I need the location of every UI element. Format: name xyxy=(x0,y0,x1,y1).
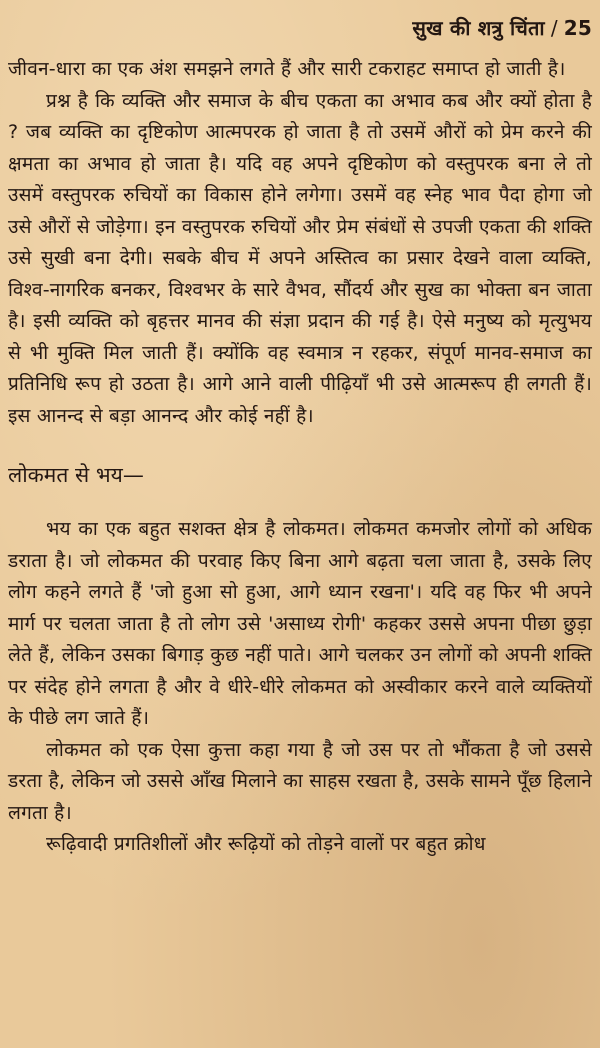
page-number: 25 xyxy=(563,16,592,40)
paragraph: भय का एक बहुत सशक्त क्षेत्र है लोकमत। लोकमत कमजोर लोगों को अधिक डराता है। जो लोकमत की परवाह किए बिना आगे बढ़ता चला जाता है, उसके लिए लोग कहने लगते हैं 'जो हुआ सो हुआ, आगे ध्यान रखना'। यदि वह फिर भी अपने मार्ग पर चलता जाता है तो लोग उसे 'असाध्य रोगी' कहकर उससे अपना पीछा छुड़ा लेते हैं, लेकिन उसका बिगाड़ कुछ नहीं पाते। आगे चलकर उन लोगों को अपनी शक्ति पर संदेह होने लगता है और वे धीरे-धीरे लोकमत को अस्वीकार करने वाले व्यक्तियों के पीछे लग जाते हैं। xyxy=(8,518,592,729)
paragraph: प्रश्न है कि व्यक्ति और समाज के बीच एकता का अभाव कब और क्यों होता है ? जब व्यक्ति का दृष्टिकोण आत्मपरक हो जाता है तो उसमें औरों को प्रेम करने की क्षमता का अभाव हो जाता है। यदि वह अपने दृष्टिकोण को वस्तुपरक बना ले तो उसमें वस्तुपरक रुचियों का विकास होने लगेगा। उसमें वह स्नेह भाव पैदा होगा जो उसे औरों से जोड़ेगा। इन वस्तुपरक रुचियों और प्रेम संबंधों से उपजी एकता की शक्ति उसे सुखी बना देगी। सबके बीच में अपने अस्तित्व का प्रसार देखने वाला व्यक्ति, विश्व-नागरिक बनकर, विश्वभर के सारे वैभव, सौंदर्य और सुख का भोक्ता बन जाता है। इसी व्यक्ति को बृहत्तर मानव की संज्ञा प्रदान की गई है। ऐसे मनुष्य को मृत्युभय से भी मुक्ति मिल जाती हैं। क्योंकि वह स्वमात्र न रहकर, संपूर्ण मानव-समाज का प्रतिनिधि रूप हो उठता है। आगे आने वाली पीढ़ियाँ भी उसे आत्मरूप ही लगती हैं। इस आनन्द से बड़ा आनन्द और कोई नहीं है। xyxy=(8,89,592,427)
paragraph-continues: रूढ़िवादी प्रगतिशीलों और रूढ़ियों को तोड़ने वालों पर बहुत क्रोध xyxy=(46,833,486,855)
running-title: सुख की शत्रु चिंता xyxy=(412,16,545,40)
header-separator: / xyxy=(550,16,558,40)
section-heading: लोकमत से भय— xyxy=(8,463,144,487)
running-header xyxy=(8,14,592,54)
paragraph: लोकमत को एक ऐसा कुत्ता कहा गया है जो उस पर तो भौंकता है जो उससे डरता है, लेकिन जो उससे आँख मिलाने का साहस रखता है, उसके सामने पूँछ हिलाने लगता है। xyxy=(8,738,592,824)
paragraph-continued: जीवन-धारा का एक अंश समझने लगते हैं और सारी टकराहट समाप्त हो जाती है। xyxy=(8,58,566,80)
